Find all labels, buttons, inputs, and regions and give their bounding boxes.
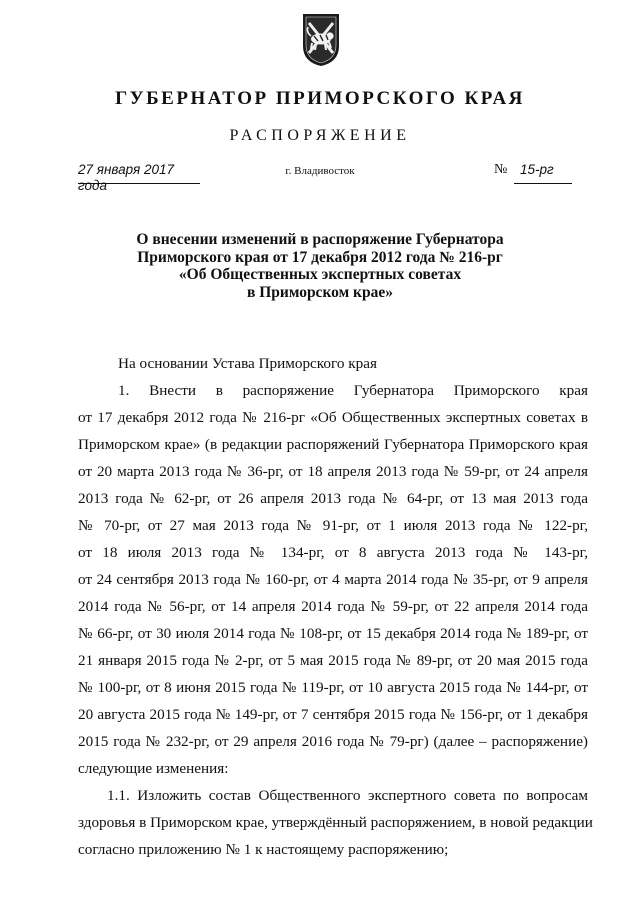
body-line: № 100-рг, от 8 июня 2015 года № 119-рг, от 10 августа 2015 года № 144-рг, от bbox=[78, 679, 588, 696]
body-line: 21 января 2015 года № 2-рг, от 5 мая 2015 года № 89-рг, от 20 мая 2015 года bbox=[78, 652, 588, 669]
body-line: № 66-рг, от 30 июля 2014 года № 108-рг, от 15 декабря 2014 года № 189-рг, от bbox=[78, 625, 588, 642]
body-line: от 20 марта 2013 года № 36-рг, от 18 апреля 2013 года № 59-рг, от 24 апреля bbox=[78, 463, 588, 480]
body-line: 2013 года № 62-рг, от 26 апреля 2013 года № 64-рг, от 13 мая 2013 года bbox=[78, 490, 588, 507]
body-line: 1.1. Изложить состав Общественного экспертного совета по вопросам bbox=[107, 787, 588, 804]
body-line: Приморском крае» (в редакции распоряжений Губернатора Приморского края bbox=[78, 436, 588, 453]
heading-line: Приморского края от 17 декабря 2012 года № 216-рг bbox=[137, 248, 503, 266]
body-line: от 24 сентября 2013 года № 160-рг, от 4 марта 2014 года № 35-рг, от 9 апреля bbox=[78, 571, 588, 588]
body-line: № 70-рг, от 27 мая 2013 года № 91-рг, от 1 июля 2013 года № 122-рг, bbox=[78, 517, 588, 534]
document-heading bbox=[0, 231, 640, 301]
body-line: 2015 года № 232-рг, от 29 апреля 2016 года № 79-рг) (далее – распоряжение) bbox=[78, 733, 588, 750]
document-type: РАСПОРЯЖЕНИЕ bbox=[229, 127, 411, 144]
document-title: ГУБЕРНАТОР ПРИМОРСКОГО КРАЯ bbox=[115, 88, 525, 109]
coat-of-arms-emblem bbox=[300, 12, 342, 68]
body-line: 2014 года № 56-рг, от 14 апреля 2014 года № 59-рг, от 22 апреля 2014 года bbox=[78, 598, 588, 615]
heading-line: в Приморском крае» bbox=[246, 283, 393, 301]
body-line: На основании Устава Приморского края bbox=[118, 355, 377, 372]
body-line: согласно приложению № 1 к настоящему распоряжению; bbox=[78, 841, 449, 858]
body-line: от 18 июля 2013 года № 134-рг, от 8 августа 2013 года № 143-рг, bbox=[78, 544, 588, 561]
body-line: следующие изменения: bbox=[78, 760, 229, 777]
heading-line: «Об Общественных экспертных советах bbox=[178, 266, 462, 283]
document-city: г. Владивосток bbox=[285, 165, 355, 177]
body-line: здоровья в Приморском крае, утверждённый распоряжением, в новой редакции bbox=[78, 814, 593, 831]
body-line: от 17 декабря 2012 года № 216-рг «Об Общественных экспертных советах в bbox=[78, 409, 588, 426]
heading-line: О внесении изменений в распоряжение Губернатора bbox=[136, 231, 504, 248]
document-body bbox=[78, 350, 593, 863]
document-number: 15-рг bbox=[514, 162, 572, 184]
document-number-label: № bbox=[494, 162, 508, 177]
document-date: 27 января 2017 года bbox=[78, 162, 200, 184]
body-line: 1. Внести в распоряжение Губернатора Приморского края bbox=[118, 382, 588, 399]
body-line: 20 августа 2015 года № 149-рг, от 7 сентября 2015 года № 156-рг, от 1 декабря bbox=[78, 706, 588, 723]
